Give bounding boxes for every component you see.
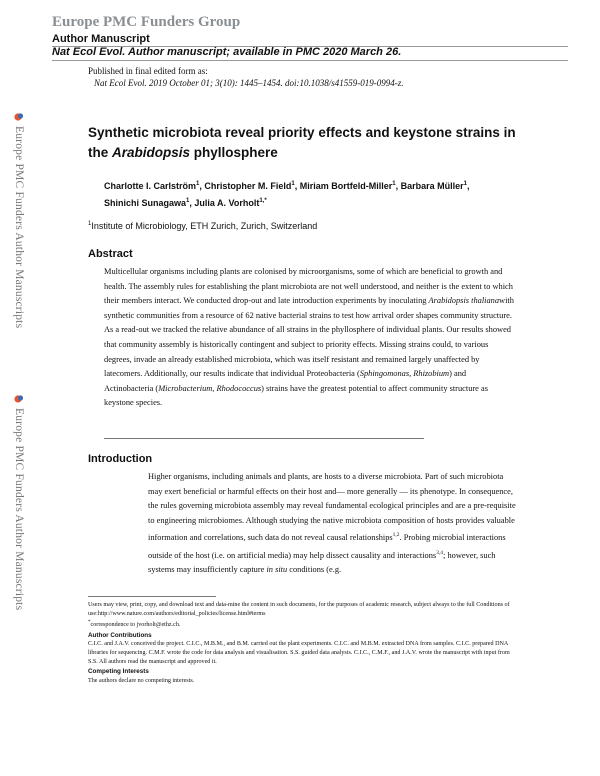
competing-interests-heading: Competing Interests <box>88 668 149 676</box>
sidebar-label: Europe PMC Funders Author Manuscripts <box>13 408 25 611</box>
introduction-heading: Introduction <box>88 453 153 465</box>
abstract-text: Multicellular organisms including plants are colonised by microorganisms, some of which are beneficial to growth and health. The assembly rules for establishing the plant microbiota are not well understood, and neither is the extent to which their members interact. We conducted drop-out and late introduction experiments by inoculating Arabidopsis thalianawith synthetic communities from a resource of 62 native bacterial strains to test how arrival order shapes community structure. As a read-out we tracked the relative abundance of all strains in the phyllosphere of individual plants. Our results showed that community assembly is historically contingent and subject to priority effects. Missing strains could, to various degrees, invade an already established microbiota, which was itself resistant and remained largely unaffected by latecomers. Additionally, our results indicate that individual Proteobacteria (Sphingomonas, Rhizobium) and Actinobacteria (Microbacterium, Rhodococcus) strains have the greatest potential to affect community structure as keystone species. <box>104 267 514 408</box>
author: Charlotte I. Carlström <box>104 181 197 191</box>
author: Barbara Müller <box>400 181 464 191</box>
footnote-divider <box>88 596 216 597</box>
terms-of-use[interactable]: Users may view, print, copy, and download text and data-mine the content in such documents, for the purposes of academic research, subject always to the full Conditions of use:http://www.nature.com/authors/editorial_policies/license.html#terms <box>88 602 510 617</box>
article-title: Synthetic microbiota reveal priority effects and keystone strains in the Arabidopsis phyllosphere <box>88 125 516 160</box>
author: Christopher M. Field <box>204 181 292 191</box>
footnotes <box>88 601 518 685</box>
sidebar-label: Europe PMC Funders Author Manuscripts <box>13 126 25 329</box>
correspondence-note: *correspondence to jvorholt@ethz.ch. <box>88 619 181 629</box>
affiliation: $^1$Institute of Microbiology, ETH Zurich, Zurich, Switzerland <box>88 221 318 231</box>
sidebar-watermark-2 <box>12 394 26 626</box>
citation-line: Nat Ecol Evol. 2019 October 01; 3(10): 1445–1454. doi:10.1038/s41559-019-0994-z. <box>94 78 404 88</box>
contributions-heading: Author Contributions <box>88 631 152 639</box>
abstract-heading: Abstract <box>88 248 133 260</box>
citation-ref[interactable]: 1,2 <box>392 532 400 539</box>
journal-availability-line: Nat Ecol Evol. Author manuscript; available in PMC 2020 March 26. <box>52 46 402 58</box>
author-manuscript-label: Author Manuscript <box>52 33 150 45</box>
author-list: Charlotte I. Carlström$^1$, Christopher M. Field$^1$, Miriam Bortfeld-Miller$^1$, Barbara Müller$^1$, Shinichi Sunagawa$^1$, Julia A. Vorholt$^{1,*}$ <box>104 181 470 208</box>
sidebar-watermark-1 <box>12 112 26 344</box>
author: Julia A. Vorholt <box>194 198 260 208</box>
author: Miriam Bortfeld-Miller <box>299 181 393 191</box>
citation-ref[interactable]: 3,4 <box>436 549 444 556</box>
contributions-text: C.I.C. and J.A.V. conceived the project. C.I.C., M.B.M., and B.M. carried out the plant experiments. C.I.C. and M.B.M. extracted DNA from samples. C.I.C. prepared DNA libraries for sequencing. C.M.F. wrote the code for data analysis and visualisation. S.S. guided data analysis. C.I.C., C.M.F., and J.A.V. wrote the manuscript with input from S.S. All authors read the manuscript and approved it. <box>88 641 510 665</box>
europe-pmc-logo-icon <box>14 394 24 404</box>
funders-group-title: Europe PMC Funders Group <box>52 14 241 30</box>
header-divider-bottom <box>52 60 568 61</box>
competing-interests-text: The authors declare no competing interests. <box>88 677 195 684</box>
published-label: Published in final edited form as: <box>88 66 208 76</box>
europe-pmc-logo-icon <box>14 112 24 122</box>
introduction-text: Higher organisms, including animals and plants, are hosts to a diverse microbiota. Part of such microbiota may exert beneficial or harmful effects on their host and— more generally — its phenotype. In consequence, the rules governing microbiota assembly may reveal fundamental ecological principles and are a pre-requisite to engineering microbiomes. Although studying the native microbiota composition of hosts provides valuable information and correlations, such data do not reveal causal relationships$^{1,2}$. Probing microbial interactions outside of the host (i.e. on artificial media) may help dissect causality and interactions$^{3,4}$; however, such systems may insufficiently capture in situ conditions (e.g. <box>148 472 516 575</box>
author: Shinichi Sunagawa <box>104 198 187 208</box>
abstract-divider <box>104 438 424 439</box>
